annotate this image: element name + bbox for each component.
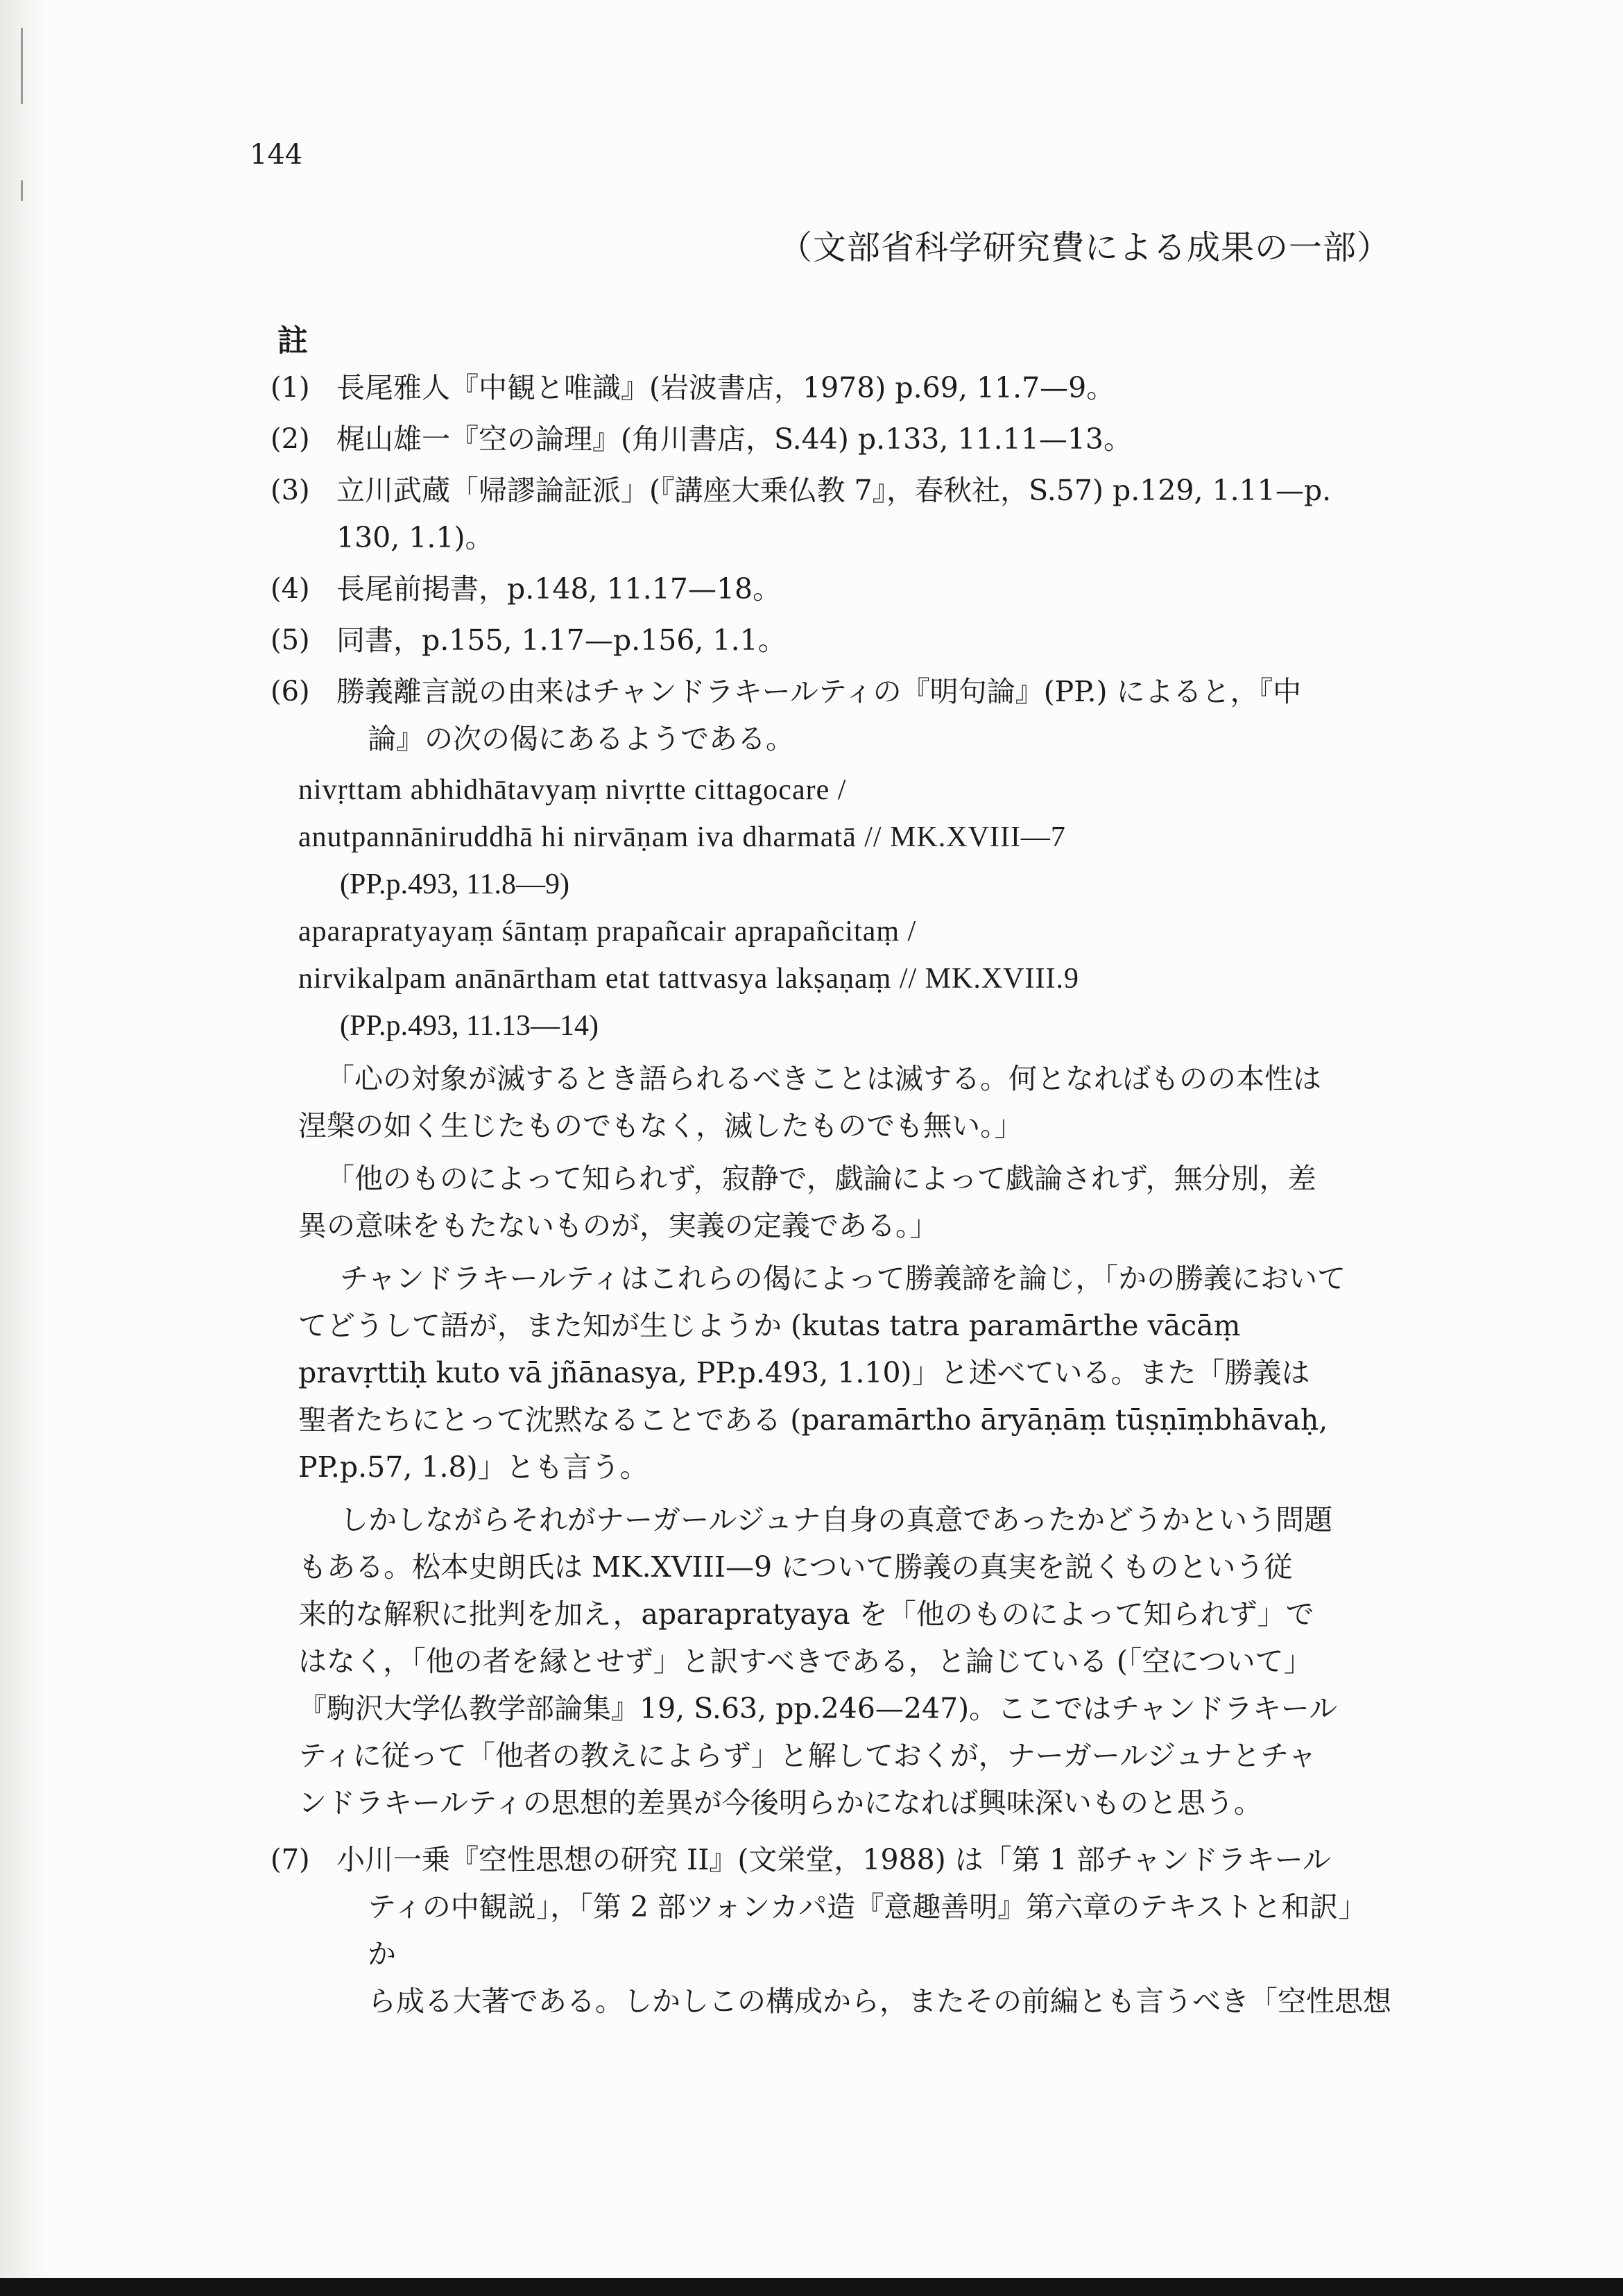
note-6	[270, 668, 1394, 762]
note-5	[270, 617, 1394, 664]
paragraph-line: 聖者たちにとって沈黙なることである (paramārtho āryāṇāṃ tūṣṇīṃbhāvaḥ,	[298, 1403, 1328, 1437]
verse-reference: (PP.p.493, 11.8—9)	[340, 868, 569, 900]
paragraph-line: ティに従って「他者の教えによらず」と解しておくが，ナーガールジュナとチャ	[298, 1739, 1317, 1772]
paragraph-line: 『駒沢大学仏教学部論集』19, S.63, pp.246—247)。ここではチャンドラキール	[298, 1692, 1338, 1725]
note-number: (7)	[270, 1844, 310, 1876]
note-line: 長尾雅人『中観と唯識』(岩波書店，1978) p.69, 11.7—9。	[336, 371, 1115, 404]
note-line: 勝義離言説の由来はチャンドラキールティの『明句論』(PP.) によると，『中	[336, 675, 1302, 708]
note-line: 立川武蔵「帰謬論証派」(『講座大乗仏教 7』，春秋社，S.57) p.129, 1.11—p.	[336, 474, 1332, 507]
note-line: 同書，p.155, 1.17—p.156, 1.1。	[336, 624, 787, 657]
note-line: ティの中観説」，「第 2 部ツォンカパ造『意趣善明』第六章のテキストと和訳」か	[368, 1890, 1367, 1971]
note-number: (4)	[270, 573, 310, 605]
note-number: (1)	[270, 372, 310, 404]
quote-line: 異の意味をもたないものが，実義の定義である。」	[298, 1209, 938, 1242]
notes-body	[270, 364, 1394, 2029]
note-line: ら成る大著である。しかしこの構成から，またその前編とも言うべき「空性思想	[368, 1985, 1391, 2018]
scan-bottom-border	[0, 2278, 1623, 2296]
scan-artifact	[21, 28, 23, 104]
note-number: (2)	[270, 423, 310, 455]
scan-edge-shadow	[0, 0, 49, 2296]
note-4	[270, 565, 1394, 612]
sanskrit-verse-line: aparapratyayaṃ śāntaṃ prapañcair aprapañcitaṃ /	[298, 916, 917, 948]
translation-quote	[298, 1055, 1394, 1149]
paragraph-line: チャンドラキールティはこれらの偈によって勝義諦を論じ，「かの勝義において	[340, 1262, 1346, 1295]
spacer	[270, 1826, 1394, 1836]
note-line: 小川一乗『空性思想の研究 II』(文栄堂，1988) は「第 1 部チャンドラキール	[336, 1843, 1331, 1876]
page-number: 144	[250, 139, 303, 171]
notes-heading: 註	[277, 323, 308, 359]
scan-artifact	[21, 180, 23, 201]
quote-line: 「他のものによって知られず，寂静で，戯論によって戯論されず，無分別，差	[326, 1162, 1316, 1195]
note-2	[270, 415, 1394, 463]
verse-reference: (PP.p.493, 11.13—14)	[340, 1010, 599, 1042]
commentary-paragraph	[298, 1255, 1394, 1491]
sanskrit-verse-line: nirvikalpam anānārtham etat tattvasya lakṣaṇaṃ // MK.XVIII.9	[298, 963, 1079, 995]
translation-quote	[298, 1155, 1394, 1249]
note-3	[270, 467, 1394, 561]
paragraph-line: PP.p.57, 1.8)」とも言う。	[298, 1450, 649, 1484]
paragraph-line: てどうして語が，また知が生じようか (kutas tatra paramārthe vācāṃ	[298, 1309, 1241, 1342]
note-line: 論』の次の偈にあるようである。	[368, 722, 794, 755]
note-number: (6)	[270, 676, 310, 708]
note-line: 梶山雄一『空の論理』(角川書店，S.44) p.133, 11.11—13。	[336, 422, 1132, 456]
quote-line: 涅槃の如く生じたものでもなく，滅したものでも無い。」	[298, 1109, 1023, 1142]
paragraph-line: しかしながらそれがナーガールジュナ自身の真意であったかどうかという問題	[340, 1503, 1333, 1536]
note-number: (5)	[270, 624, 310, 656]
paragraph-line: pravṛttiḥ kuto vā jñānasya, PP.p.493, 1.10)」と述べている。また「勝義は	[298, 1356, 1310, 1389]
paragraph-line: ンドラキールティの思想的差異が今後明らかになれば興味深いものと思う。	[298, 1786, 1262, 1819]
sanskrit-verse-line: nivṛttam abhidhātavyaṃ nivṛtte cittagocare /	[298, 774, 847, 806]
funding-credit: （文部省科学研究費による成果の一部）	[778, 228, 1391, 267]
note-line: 130, 1.1)。	[336, 521, 494, 554]
paragraph-line: もある。松本史朗氏は MK.XVIII—9 について勝義の真実を説くものという従	[298, 1550, 1293, 1584]
sanskrit-verse-line: anutpannāniruddhā hi nirvāṇam iva dharmatā // MK.XVIII—7	[298, 821, 1066, 853]
note-number: (3)	[270, 474, 310, 506]
note-7	[270, 1836, 1394, 2025]
commentary-paragraph	[298, 1496, 1394, 1826]
paragraph-line: はなく，「他の者を縁とせず」と訳すべきである，と論じている (「空について」	[298, 1645, 1312, 1678]
note-1	[270, 364, 1394, 411]
quote-line: 「心の対象が滅するとき語られるべきことは滅する。何となればものの本性は	[326, 1062, 1321, 1095]
note-line: 長尾前掲書，p.148, 11.17—18。	[336, 572, 782, 606]
paragraph-line: 来的な解釈に批判を加え，aparapratyaya を「他のものによって知られず」で	[298, 1597, 1314, 1631]
